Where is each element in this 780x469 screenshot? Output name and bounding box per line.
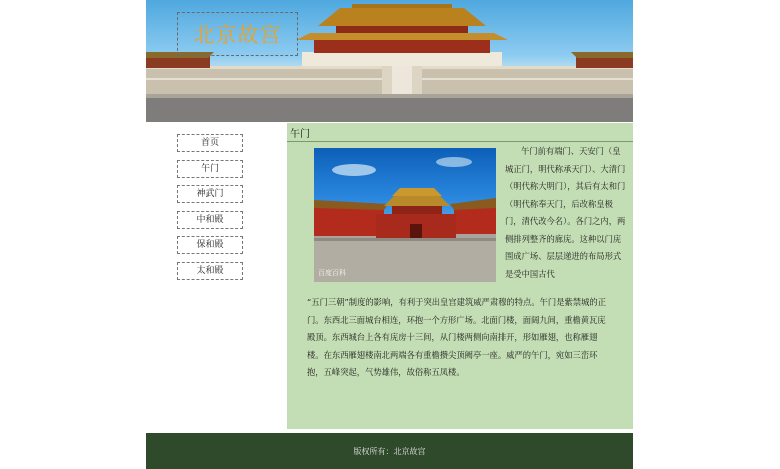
content-title: 午门 [290,129,310,140]
photo-watermark: 百度百科 [318,269,346,277]
nav-item-hall-of-preserving-harmony[interactable]: 保和殿 [177,236,243,254]
nav-item-hall-of-supreme-harmony[interactable]: 太和殿 [177,262,243,280]
meridian-gate-image [314,148,496,282]
nav-item-hall-of-central-harmony[interactable]: 中和殿 [177,211,243,229]
sidebar-nav [177,134,243,287]
content-panel [287,123,633,429]
footer [146,433,633,469]
nav-item-meridian-gate[interactable]: 午门 [177,160,243,178]
content-paragraph-full: “五门三朝”制度的影响，有利于突出皇宫建筑威严肃穆的特点。午门是紫禁城的正门。东西北三面城台相连，环抱一个方形广场。北面门楼，面阔九间，重檐黄瓦庑殿顶。东西城台上各有庑房十三间，从门楼两侧向南排开，形如雁翅，也称雁翅楼。在东西雁翅楼南北两端各有重檐攒尖顶阙亭一座。威严的午门，宛如三峦环抱，五峰突起，气势雄伟，故俗称五凤楼。 [307,297,606,377]
site-title: 北京故宫 [193,23,282,47]
content-paragraph-right: 午门前有端门、天安门（皇城正门，明代称承天门）、大清门（明代称大明门），其后有太和门（明代称奉天门，后改称皇极门，清代改今名）。各门之内，两侧排列整齐的廊庑。这种以门庑围成广场、层层递进的布局形式是受中国古代 [505,146,626,279]
content-divider [287,141,633,142]
meridian-gate-photo [314,148,496,282]
header-banner [146,0,633,122]
nav-item-gate-of-divine-prowess[interactable]: 神武门 [177,185,243,203]
footer-copyright: 版权所有：北京故宫 [353,446,426,456]
nav-item-home[interactable]: 首页 [177,134,243,152]
site-title-box [177,12,298,56]
page-container [146,0,633,469]
